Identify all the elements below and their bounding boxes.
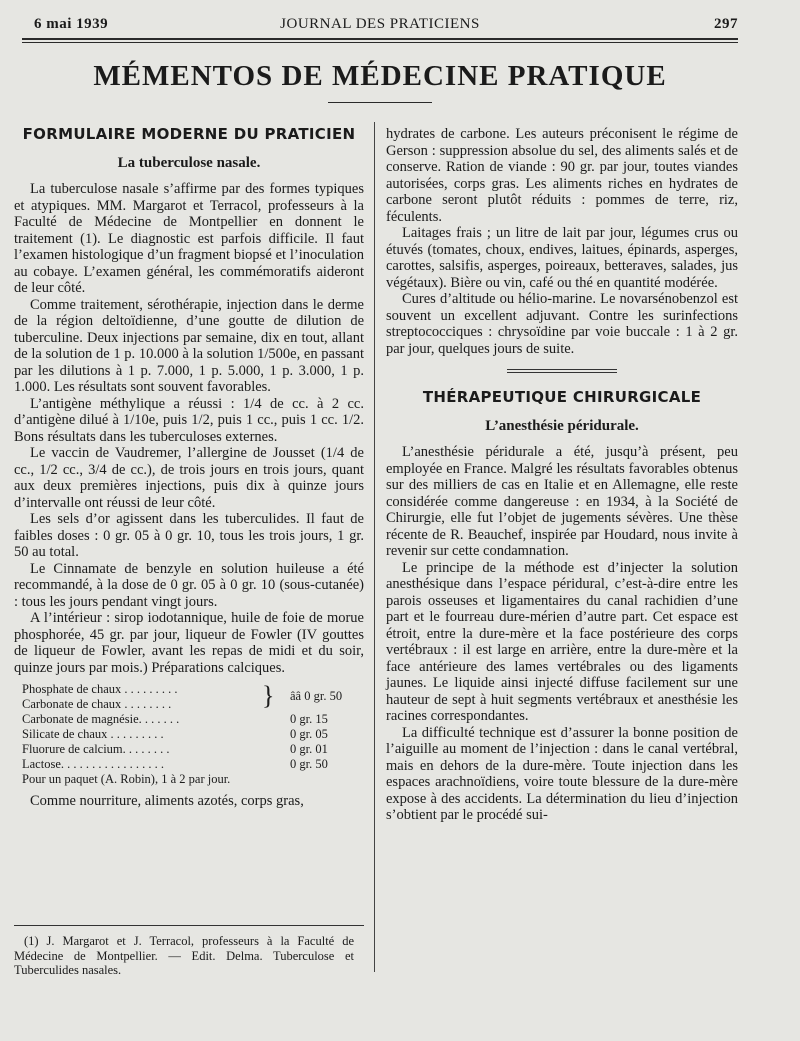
paragraph: La difficulté technique est d’assurer la bonne position de l’aiguille au moment de l’injection : dans le canal vertébral, mais en dehors de la dure-mère. Toute injection dans les espaces arachnoïdiens, voire toute blessure de la dure-mère expose à des accidents. La détermination du lieu d’injection s’obtient par le procédé sui-: [386, 724, 738, 823]
paragraph: Comme nourriture, aliments azotés, corps gras,: [30, 793, 304, 809]
prescription-row: [22, 742, 352, 757]
header-rule: [22, 38, 738, 40]
article-subtitle-tuberculose: La tuberculose nasale.: [117, 154, 261, 171]
paragraph: hydrates de carbone. Les auteurs préconisent le régime de Gerson : suppression absolue du sel, des aliments salés et de conserve. Ration de viande : 90 gr. par jour, toutes viandes autorisées, corps gras. Les aliments riches en hydrates de carbone seront plutôt réduits : pommes de terre, riz, féculents.: [386, 126, 738, 225]
left-column: [14, 126, 364, 810]
paragraph: A l’intérieur : sirop iodotannique, huile de foie de morue phosphorée, 45 gr. par jour, liqueur de Fowler (IV gouttes de liqueur de Fowler, avant les repas de midi et du soir, quinze jours par mois.) Préparations calciques.: [14, 610, 364, 676]
paragraph: L’antigène méthylique a réussi : 1/4 de cc. à 2 cc. d’antigène dilué à 1/10e, puis 1/2, puis 1 cc., puis 1 cc. 1/2. Bons résultats dans les tuberculoses externes.: [14, 395, 364, 445]
brace-glyph: }: [262, 681, 275, 710]
ingredient-name: Fluorure de calcium. . . . . . . .: [22, 742, 170, 756]
paragraph: Les sels d’or agissent dans les tuberculides. Il faut de faibles doses : 0 gr. 05 à 0 gr. 10, tous les trois jours, 1 gr. 50 au total.: [14, 511, 364, 560]
paragraph: Laitages frais ; un litre de lait par jour, légumes crus ou étuvés (tomates, choux, endives, laitues, épinards, asperges, carottes, salsifis, asperges, poireaux, betteraves, salades, jus végétaux). Bière ou vin, café ou thé en quantité modérée.: [386, 225, 738, 291]
ingredient-dose: 0 gr. 50: [290, 757, 328, 771]
ingredient-name: Carbonate de magnésie. . . . . . .: [22, 712, 180, 726]
column-separator: [374, 122, 375, 972]
prescription-row: [22, 712, 352, 727]
footnote: (1) J. Margarot et J. Terracol, professeurs à la Faculté de Médecine de Montpellier. — Edit. Delma. Tuberculose et Tuberculides nasales.: [14, 934, 354, 977]
prescription-list: [22, 682, 352, 787]
paragraph: La tuberculose nasale s’affirme par des formes typiques et atypiques. MM. Margarot et Terracol, professeurs à la Faculté de Médecine de Montpellier en donnent le traitement (1). Le diagnostic est parfois difficile. Il faut l’examen histologique d’un fragment biopsé et l’inoculation au cobaye. L’examen général, les commémoratifs aideront de leur côté.: [14, 181, 364, 296]
section-title-therapeutique: THÉRAPEUTIQUE CHIRURGICALE: [422, 388, 702, 406]
article-subtitle-anesthesie: L’anesthésie péridurale.: [485, 417, 639, 434]
ingredient-dose: 0 gr. 15: [290, 712, 328, 726]
paragraph: Le principe de la méthode est d’injecter la solution anesthésique dans l’espace péridural, c’est-à-dire entre les parois osseuses et ligamentaires du canal rachidien d’une part et le fourreau dure-mérien d’autre part. Cet espace est étroit, entre la dure-mère et la face postérieure des corps vertébraux : il est large en arrière, entre la dure-mère et la face antérieure des lames vertébrales ou des ligaments jaunes. Le liquide ainsi injecté diffuse facilement sur une hauteur de sept à huit segments vertébraux et anesthésie les racines correspondantes.: [386, 559, 738, 724]
ingredient-dose: 0 gr. 05: [290, 727, 328, 741]
page-title: MÉMENTOS DE MÉDECINE PRATIQUE: [93, 60, 667, 92]
prescription-row: [22, 757, 352, 772]
ingredient-dose: 0 gr. 01: [290, 742, 328, 756]
prescription-row: [22, 772, 352, 787]
journal-name: JOURNAL DES PRATICIENS: [280, 16, 480, 32]
issue-date: 6 mai 1939: [34, 16, 109, 32]
section-divider: [507, 369, 617, 370]
footnote-rule: [14, 925, 364, 926]
paragraph: Comme traitement, sérothérapie, injection dans le derme de la région deltoïdienne, d’une goutte de dilution de tuberculine. Deux injections par semaine, dix en tout, allant de la solution de 1 p. 10.000 à la solution 1/500e, en passant par les dilutions à 1 p. 7.000, 1 p. 5.000, 1 p. 3.000, 1 p. 1.000. Les résultats sont souvent favorables.: [14, 296, 364, 395]
ingredient-name: Phosphate de chaux . . . . . . . . .: [22, 682, 178, 696]
paragraph: L’anesthésie péridurale a été, jusqu’à présent, peu employée en France. Malgré les résultats favorables obtenus sur des milliers de cas en Italie et en Allemagne, elle reste considérée comme dangereuse : en 1934, à la Société de Chirurgie, elle fut l’objet de jugements sévères. Une thèse récente de R. Beauchef, inspirée par Houdard, nous invite à revenir sur cette condamnation.: [386, 444, 738, 559]
page-number: 297: [714, 16, 738, 32]
prescription-instruction: Pour un paquet (A. Robin), 1 à 2 par jour.: [22, 772, 231, 786]
ingredient-name: Silicate de chaux . . . . . . . . .: [22, 727, 164, 741]
title-rule: [328, 102, 432, 103]
header-rule-thin: [22, 42, 738, 43]
prescription-row: [22, 727, 352, 742]
paragraph: Le vaccin de Vaudremer, l’allergine de Jousset (1/4 de cc., 1/2 cc., 3/4 de cc.), de trois jours en trois jours, quant aux deux premières injections, puis dix à quinze jours d’intervalle ont réussi de leur côté.: [14, 445, 364, 511]
ingredient-dose: ââ 0 gr. 50: [290, 689, 343, 703]
paragraph: Le Cinnamate de benzyle en solution huileuse a été recommandé, à la dose de 0 gr. 05 à 0 gr. 10 (sous-cutanée) : tous les jours pendant vingt jours.: [14, 560, 364, 610]
running-head: [22, 16, 738, 38]
section-title-formulaire: FORMULAIRE MODERNE DU PRATICIEN: [22, 125, 356, 143]
paragraph: Cures d’altitude ou hélio-marine. Le novarsénobenzol est souvent un excellent adjuvant. Contre les surinfections streptococciques : chrysoïdine par voie buccale : 1 à 2 gr. par jour, quelques jours de suite.: [386, 291, 738, 357]
ingredient-name: Lactose. . . . . . . . . . . . . . . . .: [22, 757, 164, 771]
right-column: [386, 126, 738, 824]
ingredient-name: Carbonate de chaux . . . . . . . .: [22, 697, 172, 711]
